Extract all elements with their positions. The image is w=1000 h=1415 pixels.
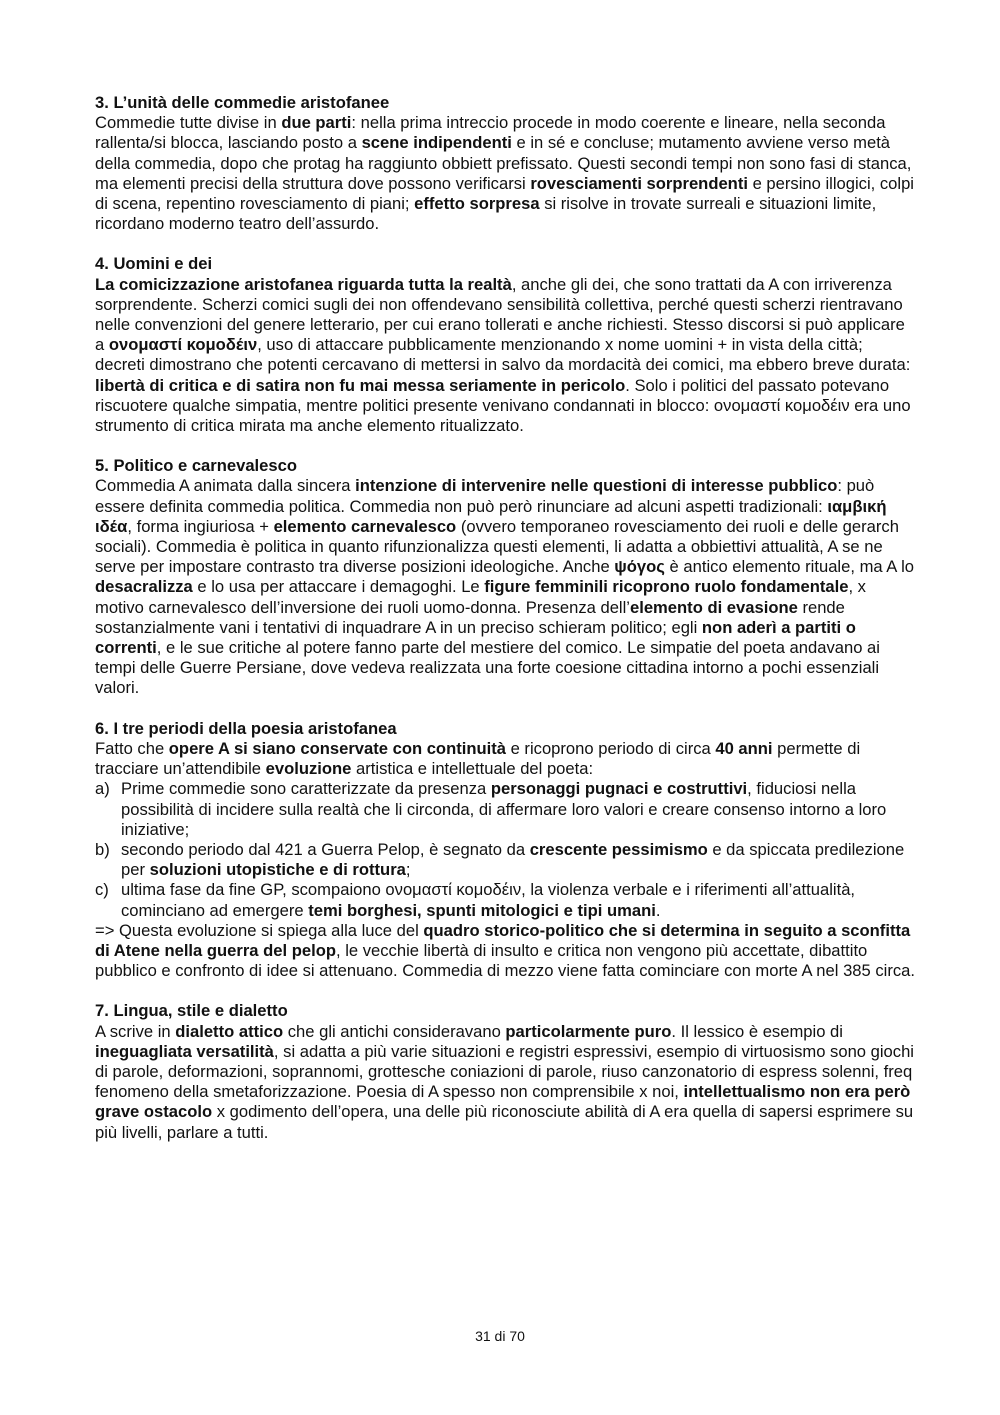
bold-text: effetto sorpresa <box>414 194 540 214</box>
text-run: , si adatta a più varie situazioni e registri espressivi, esempio di virtuosismo sono giochi di parole, deformazioni, soprannomi, grottesche coniazioni di parole, riuso canzonatorio di espress solenni, freq fenomeno della smetaforizzazione. Poesia di A spesso non comprensibile x noi, <box>95 1041 914 1102</box>
section-heading: 5. Politico e carnevalesco <box>95 456 297 476</box>
section-intro <box>95 739 915 779</box>
text-run: Fatto che <box>95 738 169 758</box>
bold-text: scene indipendenti <box>361 133 512 153</box>
section-5 <box>95 456 915 698</box>
section-heading: 4. Uomini e dei <box>95 254 213 274</box>
bold-text: ψόγος <box>614 557 665 577</box>
text-run: e ricoprono periodo di circa <box>505 738 716 758</box>
list-marker: c) <box>95 880 109 900</box>
section-7 <box>95 1001 915 1142</box>
text-run: => Questa evoluzione si spiega alla luce del <box>95 920 424 940</box>
document-page <box>95 93 915 1163</box>
bold-text: elemento carnevalesco <box>273 516 457 536</box>
list-marker: a) <box>95 779 110 799</box>
text-run: secondo periodo dal 421 a Guerra Pelop, è segnato da <box>121 839 530 859</box>
bold-text: ονομαστί κομοδέιν <box>108 335 258 355</box>
bold-text: rovesciamenti sorprendenti <box>530 173 748 193</box>
text-run: ; <box>405 860 411 880</box>
section-heading: 3. L’unità delle commedie aristofanee <box>95 93 390 112</box>
section-3 <box>95 93 915 234</box>
period-list <box>95 779 915 920</box>
bold-text: figure femminili ricoprono ruolo fondamentale <box>484 577 849 597</box>
bold-text: evoluzione <box>265 759 352 779</box>
bold-text: elemento di evasione <box>629 597 798 617</box>
bold-text: personaggi pugnaci e costruttivi <box>490 779 748 799</box>
bold-text: intenzione di intervenire nelle questioni di interesse pubblico <box>355 476 838 496</box>
section-body <box>95 113 915 234</box>
text-run: che gli antichi consideravano <box>283 1021 506 1041</box>
text-run: : nella prima intreccio procede in modo coerente e lineare, nella seconda rallenta/si blocca, lasciando posto a <box>95 113 886 153</box>
bold-text: particolarmente puro <box>505 1021 672 1041</box>
bold-text: intellettualismo non era però grave ostacolo <box>95 1082 911 1122</box>
text-run: . <box>655 900 661 920</box>
text-run: , x motivo carnevalesco dell’inversione dei ruoli uomo-donna. Presenza dell’ <box>95 577 866 617</box>
text-run: A scrive in <box>95 1021 176 1041</box>
bold-text: crescente pessimismo <box>529 839 708 859</box>
section-body <box>95 1022 915 1143</box>
text-run: (ovvero temporaneo rovesciamento dei ruoli e delle gerarch sociali). Commedia è politica in quanto rifunzionalizza questi elementi, li adatta a obbiettivi attualità, A se ne serve per impostare contrasto tra diverse posizioni ideologiche. Anche <box>95 516 899 577</box>
text-run: e in sé e concluse; mutamento avviene verso metà della commedia, dopo che protag ha raggiunto obbiett prefissato. Questi secondi tempi non sono fasi di stanca, ma elementi precisi della struttura dove possono verificarsi <box>95 133 912 193</box>
text-run: rende sostanzialmente vani i tentativi di inquadrare A in un preciso schieram politico; egli <box>95 597 845 637</box>
text-run: e da spiccata predilezione per <box>121 839 905 880</box>
bold-text: quadro storico-politico che si determina in seguito a sconfitta di Atene nella guerra del pelop <box>95 920 911 960</box>
section-body <box>95 275 915 437</box>
bold-text: 40 anni <box>715 738 773 758</box>
bold-text: non aderì a partiti o correnti <box>95 617 856 658</box>
bold-text: soluzioni utopistiche e di rottura <box>149 860 406 880</box>
text-run: , anche gli dei, che sono trattati da A con irriverenza sorprendente. Scherzi comici sugli dei non offendevano sensibilità collettiva, perché questi scherzi rientravano nelle convenzioni del genere letterario, per cui erano tollerati e anche richiesti. Stesso discorsi si può applicare a <box>95 274 905 355</box>
page-number: 31 di 70 <box>475 1328 525 1344</box>
bold-text: La comicizzazione aristofanea riguarda tutta la realtà <box>95 274 512 294</box>
section-4 <box>95 254 915 436</box>
text-run: è antico elemento rituale, ma A lo <box>664 557 914 577</box>
section-heading: 6. I tre periodi della poesia aristofanea <box>95 718 397 738</box>
bold-text: ιαμβική ιδέα <box>95 496 887 536</box>
text-run: artistica e intellettuale del poeta: <box>351 759 594 779</box>
bold-text: due parti <box>281 113 352 133</box>
text-run: : può essere definita commedia politica. Commedia non può però rinunciare ad alcuni aspetti tradizionali: <box>95 476 875 516</box>
text-run: x godimento dell’opera, una delle più riconosciute abilità di A era quella di sapersi esprimere su più livelli, parlare a tutti. <box>95 1102 914 1142</box>
bold-text: ineguagliata versatilità <box>95 1041 274 1061</box>
bold-text: libertà di critica e di satira non fu mai messa seriamente in pericolo <box>95 375 626 395</box>
bold-text: dialetto attico <box>175 1021 284 1041</box>
text-run: e lo usa per attaccare i demagoghi. Le <box>192 577 485 597</box>
text-run: , forma ingiuriosa + <box>127 516 274 536</box>
text-run: permette di tracciare un’attendibile <box>95 738 861 779</box>
section-body <box>95 476 915 698</box>
text-run: , fiduciosi nella possibilità di incidere sulla realtà che li circonda, di affermare loro valori e creare consenso intorno a loro iniziative; <box>121 779 887 839</box>
text-run: Commedia A animata dalla sincera <box>95 476 356 496</box>
bold-text: desacralizza <box>95 577 193 597</box>
section-6 <box>95 719 915 982</box>
text-run: ultima fase da fine GP, scompaiono ονομαστί κομοδέιν, la violenza verbale e i riferimenti all’attualità, cominciano ad emergere <box>121 880 856 920</box>
text-run: , le vecchie libertà di insulto e critica non vengono più accettate, dibattito pubblico e confronto di idee si attenuano. Commedia di mezzo viene fatta cominciare con morte A nel 385 circa. <box>95 940 916 981</box>
list-item <box>95 840 915 880</box>
text-run: , uso di attaccare pubblicamente menzionando x nome uomini + in vista della città; decreti dimostrano che potenti cercavano di mettersi in salvo da mordacità dei comici, ma ebbero breve durata: <box>95 335 911 375</box>
text-run: . Il lessico è esempio di <box>671 1021 843 1041</box>
text-run: si risolve in trovate surreali e situazioni limite, ricordano moderno teatro dell’assurdo. <box>95 194 877 234</box>
sections-container <box>95 93 915 699</box>
list-item <box>95 779 915 840</box>
text-run: e persino illogici, colpi di scena, repentino rovesciamento di piani; <box>95 173 914 214</box>
bold-text: opere A si siano conservate con continuità <box>168 738 506 758</box>
text-run: Prime commedie sono caratterizzate da presenza <box>121 779 491 799</box>
section-heading: 7. Lingua, stile e dialetto <box>95 1001 288 1021</box>
list-item <box>95 880 915 920</box>
bold-text: temi borghesi, spunti mitologici e tipi umani <box>308 900 656 920</box>
text-run: . Solo i politici del passato potevano riscuotere qualche simpatia, mentre politici presente venivano condannati in blocco: ονομαστί κομοδέιν era uno strumento di critica mirata ma anche elemento ritualizzato. <box>95 375 911 436</box>
text-run: Commedie tutte divise in <box>95 113 282 133</box>
text-run: , e le sue critiche al potere fanno parte del mestiere del comico. Le simpatie del poeta andavano ai tempi delle Guerre Persiane, dove vedeva realizzata una forte coesione cittadina intorno a pochi essenziali valori. <box>95 638 880 698</box>
section-conclusion <box>95 921 915 982</box>
list-marker: b) <box>95 839 110 859</box>
